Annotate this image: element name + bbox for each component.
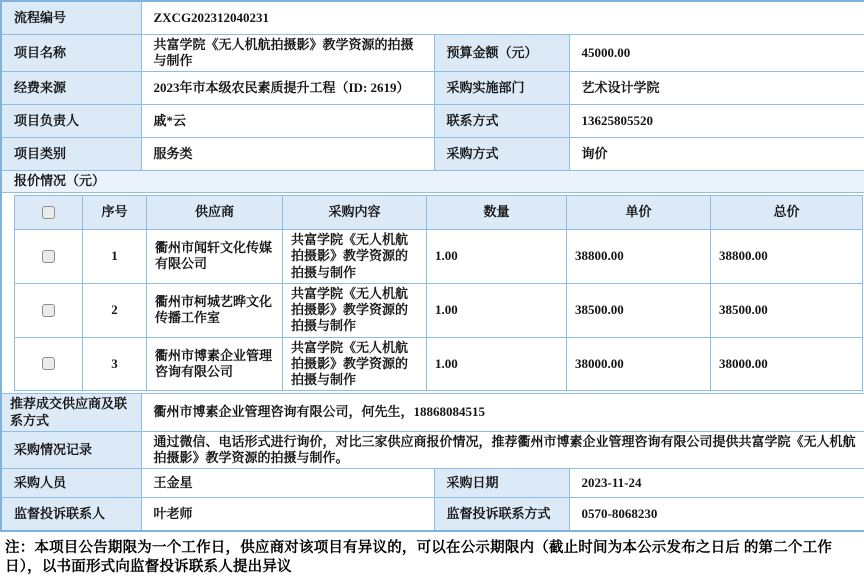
budget-value: 45000.00 [569, 34, 864, 72]
quote-section-title: 报价情况（元） [1, 171, 864, 193]
col-header-qty: 数量 [427, 196, 567, 230]
row-1-content: 共富学院《无人机航拍摄影》教学资源的拍摄与制作 [283, 230, 427, 284]
contact-value: 13625805520 [569, 105, 864, 138]
funding-label: 经费来源 [1, 72, 141, 105]
funding-value: 2023年市本级农民素质提升工程（ID: 2619） [141, 72, 434, 105]
supervisor-label: 监督投诉联系人 [1, 498, 141, 531]
quote-row-3 [15, 337, 863, 391]
record-value: 通过微信、电话形式进行询价，对比三家供应商报价情况，推荐衢州市博素企业管理咨询有限公司提供共富学院《无人机航拍摄影》教学资源的拍摄与制作。 [141, 431, 864, 469]
select-all-cell [15, 196, 83, 230]
row-1-unit-price: 38800.00 [567, 230, 711, 284]
row-flow-number [1, 1, 864, 34]
record-label: 采购情况记录 [1, 431, 141, 469]
row-quote-table [1, 193, 864, 394]
method-label: 采购方式 [434, 138, 569, 171]
leader-label: 项目负责人 [1, 105, 141, 138]
row-checkbox[interactable] [42, 304, 55, 317]
row-recommended-supplier [1, 394, 864, 432]
row-project-category [1, 138, 864, 171]
supervisor-value: 叶老师 [141, 498, 434, 531]
row-1-checkbox-cell [15, 230, 83, 284]
project-name-label: 项目名称 [1, 34, 141, 72]
row-2-checkbox-cell [15, 283, 83, 337]
row-3-total-price: 38000.00 [711, 337, 863, 391]
row-checkbox[interactable] [42, 250, 55, 263]
category-value: 服务类 [141, 138, 434, 171]
row-2-total-price: 38500.00 [711, 283, 863, 337]
date-label: 采购日期 [434, 469, 569, 498]
row-funding-source [1, 72, 864, 105]
quote-table-container [1, 193, 864, 394]
row-2-content: 共富学院《无人机航拍摄影》教学资源的拍摄与制作 [283, 283, 427, 337]
row-supervision-contact [1, 498, 864, 531]
row-2-unit-price: 38500.00 [567, 283, 711, 337]
flow-number-value: ZXCG202312040231 [141, 1, 864, 34]
row-1-total-price: 38800.00 [711, 230, 863, 284]
row-3-unit-price: 38000.00 [567, 337, 711, 391]
dept-value: 艺术设计学院 [569, 72, 864, 105]
row-2-qty: 1.00 [427, 283, 567, 337]
quote-row-2 [15, 283, 863, 337]
buyer-label: 采购人员 [1, 469, 141, 498]
contact-label: 联系方式 [434, 105, 569, 138]
row-2-no: 2 [83, 283, 147, 337]
announcement-note: 注：本项目公告期限为一个工作日，供应商对该项目有异议的，可以在公示期限内（截止时间为本公示发布之日后 的第二个工作日），以书面形式向监督投诉联系人提出异议 [5, 539, 833, 576]
col-header-supplier: 供应商 [147, 196, 283, 230]
col-header-no: 序号 [83, 196, 147, 230]
recommend-label: 推荐成交供应商及联系方式 [1, 394, 141, 432]
row-project-leader [1, 105, 864, 138]
quote-table [14, 195, 863, 391]
row-3-supplier: 衢州市博素企业管理咨询有限公司 [147, 337, 283, 391]
row-3-qty: 1.00 [427, 337, 567, 391]
row-3-content: 共富学院《无人机航拍摄影》教学资源的拍摄与制作 [283, 337, 427, 391]
buyer-value: 王金星 [141, 469, 434, 498]
row-1-qty: 1.00 [427, 230, 567, 284]
col-header-unit-price: 单价 [567, 196, 711, 230]
col-header-total-price: 总价 [711, 196, 863, 230]
supervisor-contact-value: 0570-8068230 [569, 498, 864, 531]
quote-header-row [15, 196, 863, 230]
col-header-content: 采购内容 [283, 196, 427, 230]
category-label: 项目类别 [1, 138, 141, 171]
dept-label: 采购实施部门 [434, 72, 569, 105]
row-1-supplier: 衢州市闻轩文化传媒有限公司 [147, 230, 283, 284]
supervisor-contact-label: 监督投诉联系方式 [434, 498, 569, 531]
row-3-no: 3 [83, 337, 147, 391]
recommend-value: 衢州市博素企业管理咨询有限公司，何先生，18868084515 [141, 394, 864, 432]
row-2-supplier: 衢州市柯城艺晔文化传播工作室 [147, 283, 283, 337]
method-value: 询价 [569, 138, 864, 171]
row-procurement-record [1, 431, 864, 469]
select-all-checkbox[interactable] [42, 206, 55, 219]
date-value: 2023-11-24 [569, 469, 864, 498]
row-1-no: 1 [83, 230, 147, 284]
budget-label: 预算金额（元） [434, 34, 569, 72]
row-buyer-date [1, 469, 864, 498]
project-name-value: 共富学院《无人机航拍摄影》教学资源的拍摄与制作 [141, 34, 434, 72]
row-project-name [1, 34, 864, 72]
row-checkbox[interactable] [42, 357, 55, 370]
row-3-checkbox-cell [15, 337, 83, 391]
leader-value: 戚*云 [141, 105, 434, 138]
quote-row-1 [15, 230, 863, 284]
flow-number-label: 流程编号 [1, 1, 141, 34]
row-quote-title [1, 171, 864, 193]
